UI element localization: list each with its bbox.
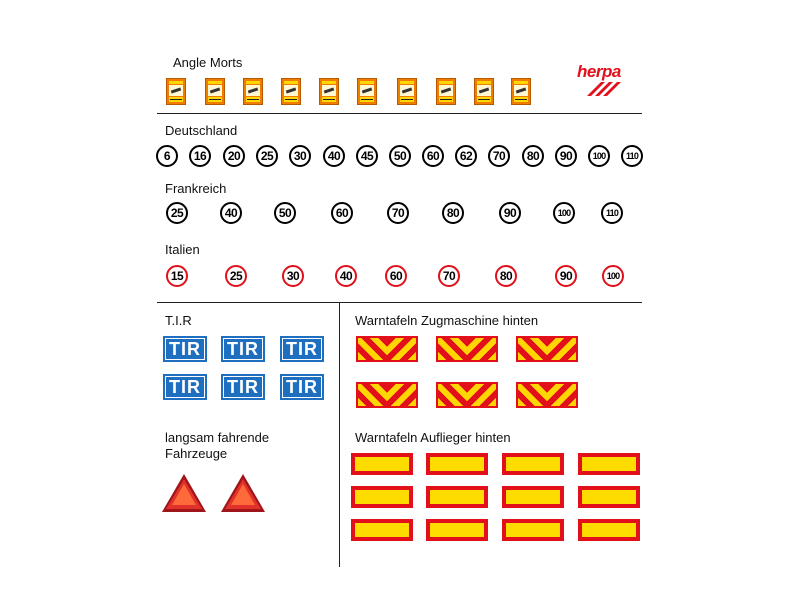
- angle-morts-sticker: [397, 78, 417, 105]
- italien-title: Italien: [165, 242, 200, 257]
- angle-morts-sticker: [474, 78, 494, 105]
- speed-disc: 25: [166, 202, 188, 224]
- speed-disc: 60: [385, 265, 407, 287]
- slow-vehicle-triangle-icon: [160, 472, 208, 514]
- speed-disc: 50: [389, 145, 411, 167]
- speed-disc: 100: [588, 145, 610, 167]
- speed-disc: 110: [601, 202, 623, 224]
- speed-disc: 70: [438, 265, 460, 287]
- divider-middle: [157, 302, 642, 303]
- tir-plate: [221, 336, 265, 362]
- trailer-warning-board: [578, 453, 640, 475]
- herpa-logo-text: herpa: [577, 62, 621, 81]
- tir-plate: [163, 374, 207, 400]
- speed-disc: 6: [156, 145, 178, 167]
- angle-morts-sticker: [511, 78, 531, 105]
- langsam-title-line1: langsam fahrende: [165, 430, 270, 445]
- trailer-warning-board: [502, 519, 564, 541]
- angle-morts-sticker: [357, 78, 377, 105]
- deutschland-title: Deutschland: [165, 123, 238, 138]
- speed-disc: 20: [223, 145, 245, 167]
- speed-disc: 15: [166, 265, 188, 287]
- tir-plate-text: TIR: [223, 338, 263, 360]
- speed-disc: 80: [442, 202, 464, 224]
- chevron-warning-board: [436, 382, 498, 408]
- speed-disc: 100: [602, 265, 624, 287]
- angle-morts-title: Angle Morts: [173, 55, 243, 70]
- herpa-logo: [577, 62, 641, 98]
- angle-morts-sticker: [205, 78, 225, 105]
- angle-morts-sticker: [319, 78, 339, 105]
- speed-disc: 40: [323, 145, 345, 167]
- speed-disc: 80: [495, 265, 517, 287]
- angle-morts-sticker: [281, 78, 301, 105]
- speed-disc: 70: [387, 202, 409, 224]
- zugmaschine-title: Warntafeln Zugmaschine hinten: [355, 313, 539, 328]
- trailer-warning-board: [351, 519, 413, 541]
- trailer-warning-board: [351, 486, 413, 508]
- trailer-warning-board: [351, 453, 413, 475]
- tir-plate-text: TIR: [165, 338, 205, 360]
- chevron-warning-board: [436, 336, 498, 362]
- chevron-warning-board: [516, 336, 578, 362]
- divider-vertical: [339, 302, 340, 567]
- tir-plate-text: TIR: [282, 376, 322, 398]
- trailer-warning-board: [578, 486, 640, 508]
- chevron-warning-board: [356, 382, 418, 408]
- tir-plate: [163, 336, 207, 362]
- angle-morts-sticker: [436, 78, 456, 105]
- trailer-warning-board: [502, 453, 564, 475]
- speed-disc: 60: [331, 202, 353, 224]
- speed-disc: 80: [522, 145, 544, 167]
- speed-disc: 16: [189, 145, 211, 167]
- speed-disc: 40: [335, 265, 357, 287]
- trailer-warning-board: [426, 519, 488, 541]
- speed-disc: 30: [282, 265, 304, 287]
- speed-disc: 110: [621, 145, 643, 167]
- frankreich-title: Frankreich: [165, 181, 227, 196]
- trailer-warning-board: [426, 486, 488, 508]
- tir-plate-text: TIR: [165, 376, 205, 398]
- tir-plate: [280, 336, 324, 362]
- auflieger-title: Warntafeln Auflieger hinten: [355, 430, 511, 445]
- speed-disc: 25: [256, 145, 278, 167]
- tir-title: T.I.R: [165, 313, 192, 328]
- speed-disc: 90: [555, 145, 577, 167]
- tir-plate-text: TIR: [223, 376, 263, 398]
- trailer-warning-board: [426, 453, 488, 475]
- speed-disc: 100: [553, 202, 575, 224]
- tir-plate-text: TIR: [282, 338, 322, 360]
- herpa-swoosh-icon: [579, 78, 639, 98]
- trailer-warning-board: [578, 519, 640, 541]
- tir-plate: [221, 374, 265, 400]
- trailer-warning-board: [502, 486, 564, 508]
- speed-disc: 60: [422, 145, 444, 167]
- langsam-title-line2: Fahrzeuge: [165, 446, 228, 461]
- slow-vehicle-triangle-icon: [219, 472, 267, 514]
- divider-top: [157, 113, 642, 114]
- speed-disc: 90: [555, 265, 577, 287]
- speed-disc: 45: [356, 145, 378, 167]
- angle-morts-sticker: [243, 78, 263, 105]
- chevron-warning-board: [356, 336, 418, 362]
- speed-disc: 90: [499, 202, 521, 224]
- tir-plate: [280, 374, 324, 400]
- speed-disc: 62: [455, 145, 477, 167]
- chevron-warning-board: [516, 382, 578, 408]
- speed-disc: 25: [225, 265, 247, 287]
- speed-disc: 40: [220, 202, 242, 224]
- speed-disc: 70: [488, 145, 510, 167]
- speed-disc: 30: [289, 145, 311, 167]
- speed-disc: 50: [274, 202, 296, 224]
- angle-morts-sticker: [166, 78, 186, 105]
